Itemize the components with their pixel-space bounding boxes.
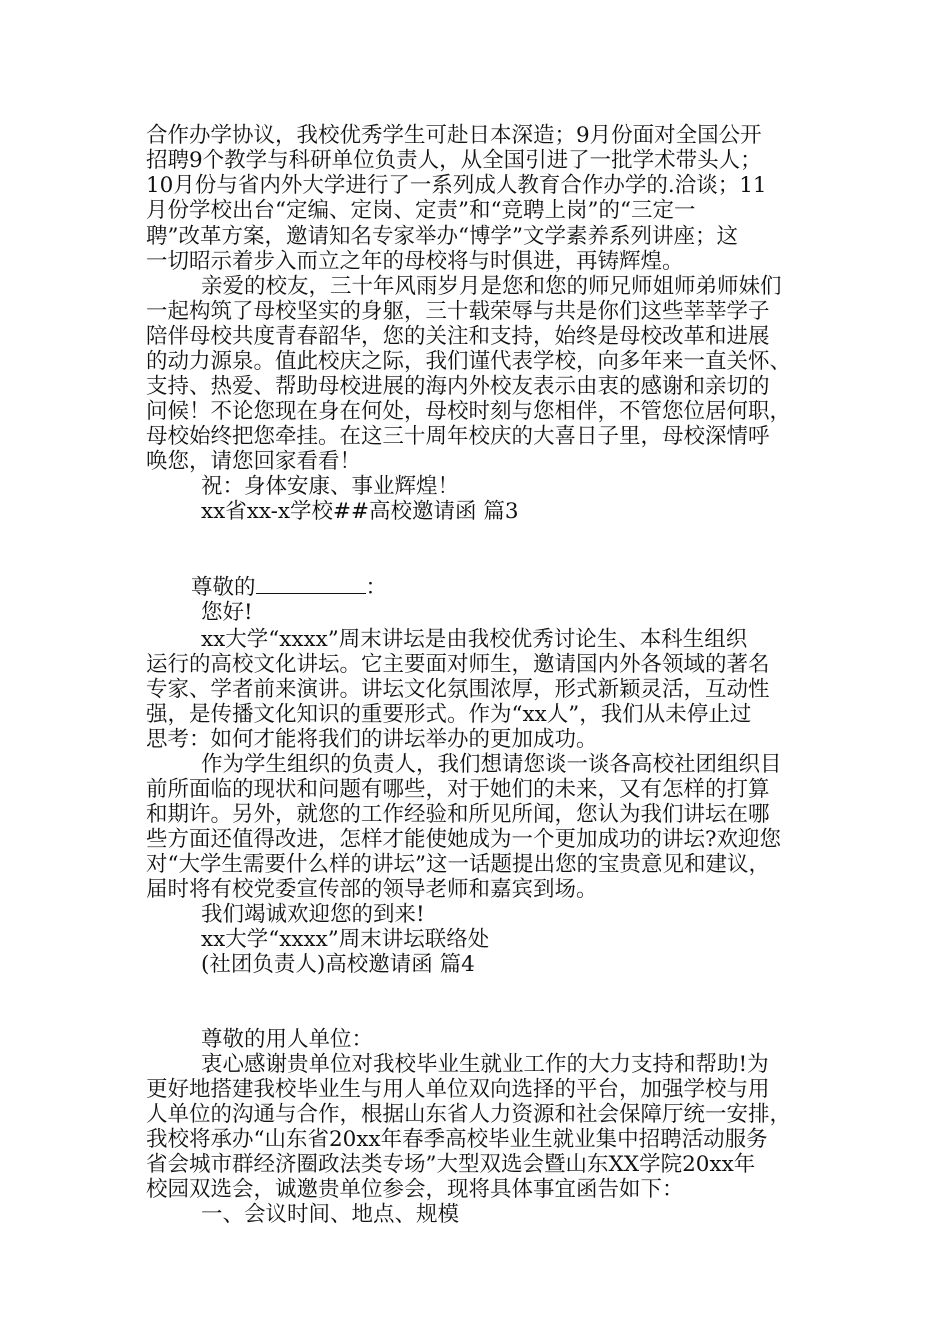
paragraph-line: 些方面还值得改进，怎样才能使她成为一个更加成功的讲坛?欢迎您 [146, 827, 782, 852]
paragraph-line: 强，是传播文化知识的重要形式。作为“xx人”，我们从未停止过 [146, 702, 752, 727]
salutation: 尊敬的用人单位： [201, 1027, 374, 1052]
paragraph-line: 运行的高校文化讲坛。它主要面对师生，邀请国内外各领域的著名 [146, 652, 770, 677]
paragraph-line: 一起构筑了母校坚实的身躯，三十载荣辱与共是你们这些莘莘学子 [146, 299, 770, 324]
paragraph-line: 衷心感谢贵单位对我校毕业生就业工作的大力支持和帮助!为 [201, 1052, 769, 1077]
paragraph-line: 省会城市群经济圈政法类专场”大型双选会暨山东XX学院20xx年 [146, 1152, 756, 1177]
salutation [191, 575, 387, 601]
welcome-line: 我们竭诚欢迎您的到来! [201, 902, 425, 927]
paragraph-line: 月份学校出台“定编、定岗、定责”和“竞聘上岗”的“三定一 [146, 198, 696, 223]
paragraph-line: 作为学生组织的负责人，我们想请您谈一谈各高校社团组织目 [201, 752, 782, 777]
paragraph-line: 合作办学协议，我校优秀学生可赴日本深造；9月份面对全国公开 [146, 123, 762, 148]
paragraph-line: 届时将有校党委宣传部的领导老师和嘉宾到场。 [146, 877, 598, 902]
paragraph-line: 对“大学生需要什么样的讲坛”这一话题提出您的宝贵意见和建议， [146, 852, 770, 877]
section-heading: 一、会议时间、地点、规模 [201, 1202, 460, 1227]
section-signature: xx省xx-x学校##高校邀请函 篇3 [201, 499, 519, 524]
paragraph-line: 唤您，请您回家看看！ [146, 449, 362, 474]
paragraph-line: 亲爱的校友，三十年风雨岁月是您和您的师兄师姐师弟师妹们 [201, 274, 782, 299]
paragraph-line: 问候！不论您现在身在何处，母校时刻与您相伴，不管您位居何职， [146, 399, 792, 424]
paragraph-line: xx大学“xxxx”周末讲坛是由我校优秀讨论生、本科生组织 [201, 627, 748, 652]
paragraph-line: 一切昭示着步入而立之年的母校将与时俱进，再铸辉煌。 [146, 249, 684, 274]
paragraph-line: 思考：如何才能将我们的讲坛举办的更加成功。 [146, 727, 598, 752]
paragraph-line: 校园双选会，诚邀贵单位参会，现将具体事宜函告如下： [146, 1177, 684, 1202]
paragraph-line: 招聘9个教学与科研单位负责人，从全国引进了一批学术带头人； [146, 148, 762, 173]
paragraph-line: 专家、学者前来演讲。讲坛文化氛围浓厚，形式新颖灵活，互动性 [146, 677, 770, 702]
blank-underline [256, 575, 366, 594]
greeting: 您好! [201, 600, 253, 625]
section-signature: (社团负责人)高校邀请函 篇4 [201, 952, 475, 977]
paragraph-line: 支持、热爱、帮助母校进展的海内外校友表示由衷的感谢和亲切的 [146, 374, 770, 399]
paragraph-line: 和期许。另外，就您的工作经验和所见所闻，您认为我们讲坛在哪 [146, 802, 770, 827]
paragraph-line: 前所面临的现状和问题有哪些，对于她们的未来，又有怎样的打算 [146, 777, 770, 802]
closing-wish: 祝：身体安康、事业辉煌！ [201, 474, 460, 499]
salutation-prefix: 尊敬的 [191, 575, 256, 600]
paragraph-line: 更好地搭建我校毕业生与用人单位双向选择的平台，加强学校与用 [146, 1077, 770, 1102]
paragraph-line: 陪伴母校共度青春韶华，您的关注和支持，始终是母校改革和进展 [146, 324, 770, 349]
paragraph-line: 聘”改革方案，邀请知名专家举办“博学”文学素养系列讲座；这 [146, 224, 738, 249]
paragraph-line: 人单位的沟通与合作，根据山东省人力资源和社会保障厅统一安排， [146, 1102, 792, 1127]
signature-organization: xx大学“xxxx”周末讲坛联络处 [201, 927, 490, 952]
paragraph-line: 10月份与省内外大学进行了一系列成人教育合作办学的.洽谈；11 [146, 173, 767, 198]
paragraph-line: 的动力源泉。值此校庆之际，我们谨代表学校，向多年来一直关怀、 [146, 349, 792, 374]
paragraph-line: 我校将承办“山东省20xx年春季高校毕业生就业集中招聘活动服务 [146, 1127, 768, 1152]
paragraph-line: 母校始终把您牵挂。在这三十周年校庆的大喜日子里，母校深情呼 [146, 424, 770, 449]
salutation-suffix: ： [365, 575, 388, 600]
